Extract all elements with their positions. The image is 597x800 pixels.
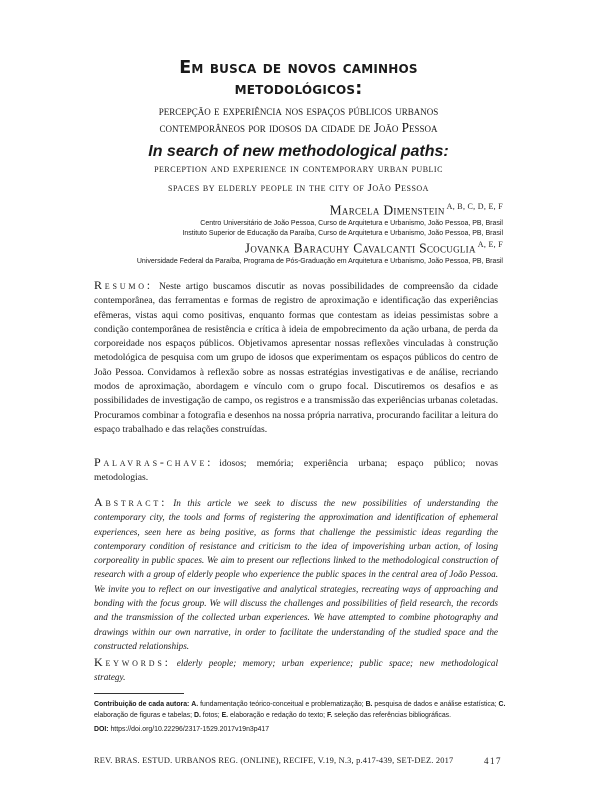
author-2-name: Jovanka Baracuhy Cavalcanti Scocuglia (244, 240, 476, 256)
title-pt-line-1: Em busca de novos caminhos (179, 58, 418, 78)
contribution-note (94, 699, 514, 721)
title-pt (0, 58, 597, 100)
doi-line (94, 724, 514, 735)
subtitle-pt (0, 102, 597, 136)
author-2-affiliation-1: Universidade Federal da Paraíba, Programa de Pós-Graduação em Arquitetura e Urbanismo, João Pessoa, PB, Brasil (136, 257, 503, 265)
author-1-name: Marcela Dimenstein (329, 202, 445, 218)
title-pt-line-2: metodológicos: (234, 79, 363, 99)
contribution-key: F. (326, 712, 333, 719)
palavras-chave-heading: Palavras-chave: (94, 455, 214, 469)
resumo-text: Neste artigo buscamos discutir as novas possibilidades de compreensão da cidade contemporânea, das ferramentas e formas de registro de aproximação e identificação das experiências efêmeras, vistas aqui como positivas, enquanto formas que contestam as ideias pessimistas sobre a condição contemporânea de resistência e crítica à ideia de empobrecimento da ação urbana, de perda da corporeidade nos espaços públicos. Objetivamos apresentar nossas reflexões vinculadas à construção metodológica de pesquisa com um grupo de idosos que experimentam os espaços públicos do centro de João Pessoa. Convidamos à reflexão sobre as nossas estratégias investigativas e de análise, recriando modos de aproximação, abordagem e vínculo com o grupo focal. Discutiremos os desafios e as possibilidades de investigação de campo, os registros e a transmissão das experiências urbanas coletadas. Procuramos combinar a fotografia e desenhos na nossa própria narrativa, procurando facilitar a leitura do espaço trabalhado e das relações construídas. (94, 281, 498, 435)
author-1-affiliation-2: Instituto Superior de Educação da Paraíba, Curso de Arquitetura e Urbanismo, João Pessoa, PB, Brasil (182, 229, 503, 237)
footnote-rule (94, 693, 184, 694)
palavras-chave-text: idosos; memória; experiência urbana; espaço público; novas metodologias. (94, 458, 498, 484)
title-en: In search of new methodological paths: (148, 143, 449, 160)
keywords-section (94, 655, 498, 685)
doi-link[interactable]: https://doi.org/10.22296/2317-1529.2017v19n3p417 (110, 726, 270, 733)
subtitle-pt-line-1: percepção e experiência nos espaços públicos urbanos (158, 103, 439, 118)
author-1-affiliation-1: Centro Universitário de João Pessoa, Curso de Arquitetura e Urbanismo, João Pessoa, PB, Brasil (200, 219, 503, 227)
author-1 (0, 202, 503, 239)
contribution-text: elaboração e redação do texto; (228, 712, 327, 719)
doi-label: DOI: (94, 726, 109, 733)
contribution-text: pesquisa de dados e análise estatística; (372, 701, 499, 708)
footnote (94, 699, 514, 735)
contribution-key: A. (191, 701, 199, 708)
running-footer: REV. BRAS. ESTUD. URBANOS REG. (ONLINE), RECIFE, V.19, N.3, p.417-439, SET-DEZ. 2017 (94, 756, 454, 765)
contribution-text: elaboração de figuras e tabelas; (94, 712, 194, 719)
keywords-heading: Keywords: (94, 655, 171, 669)
keywords-text: elderly people; memory; urban experience; public space; new methodological strategy. (94, 658, 498, 683)
contribution-key: C. (498, 701, 506, 708)
resumo-heading: Resumo: (94, 278, 153, 292)
resumo-section (94, 278, 498, 437)
contribution-key: B. (365, 701, 373, 708)
page-number: 417 (484, 756, 502, 766)
contribution-label: Contribuição de cada autora: (94, 701, 190, 708)
contribution-text: seleção das referências bibliográficas. (332, 712, 452, 719)
abstract-text: In this article we seek to discuss the new possibilities of understanding the contemporary city, the tools and forms of registering the approximation and identification of ephemeral experiences, seen here as being positive, as forms that challenge the pessimistic ideas regarding the contemporary condition of resistance and criticism to the idea of impoverishing urban action, of losing corporeality in public spaces. We aim to present our reflections linked to the methodological construction of research with a group of elderly people who experience the public spaces in the central area of João Pessoa. We invite you to reflect on our investigative and analytical strategies, recreating ways of approaching and bonding with the focus group. We will discuss the challenges and possibilities of field research, the records and the transmission of the collected urban experiences. We have attempted to combine photography and drawings within our own narrative, in order to facilitate the understanding of the studied space and the constructed relationships. (94, 498, 498, 651)
abstract-heading: Abstract: (94, 495, 168, 509)
author-2-roles: A, E, F (477, 240, 503, 249)
contribution-text: fundamentação teórico-conceitual e problematização; (198, 701, 366, 708)
contribution-text: fotos; (200, 712, 222, 719)
contribution-key: D. (193, 712, 201, 719)
author-1-name-line (0, 202, 503, 219)
author-1-roles: A, B, C, D, E, F (446, 202, 503, 211)
subtitle-pt-line-2: contemporâneos por idosos da cidade de João Pessoa (159, 120, 438, 135)
subtitle-en (0, 160, 597, 198)
contribution-key: E. (221, 712, 229, 719)
abstract-section (94, 495, 498, 653)
author-2 (0, 240, 503, 267)
author-2-name-line (0, 240, 503, 257)
palavras-chave-section (94, 455, 498, 486)
subtitle-en-line-2: spaces by elderly people in the city of João Pessoa (168, 182, 429, 194)
subtitle-en-line-1: perception and experience in contemporary urban public (154, 163, 443, 175)
